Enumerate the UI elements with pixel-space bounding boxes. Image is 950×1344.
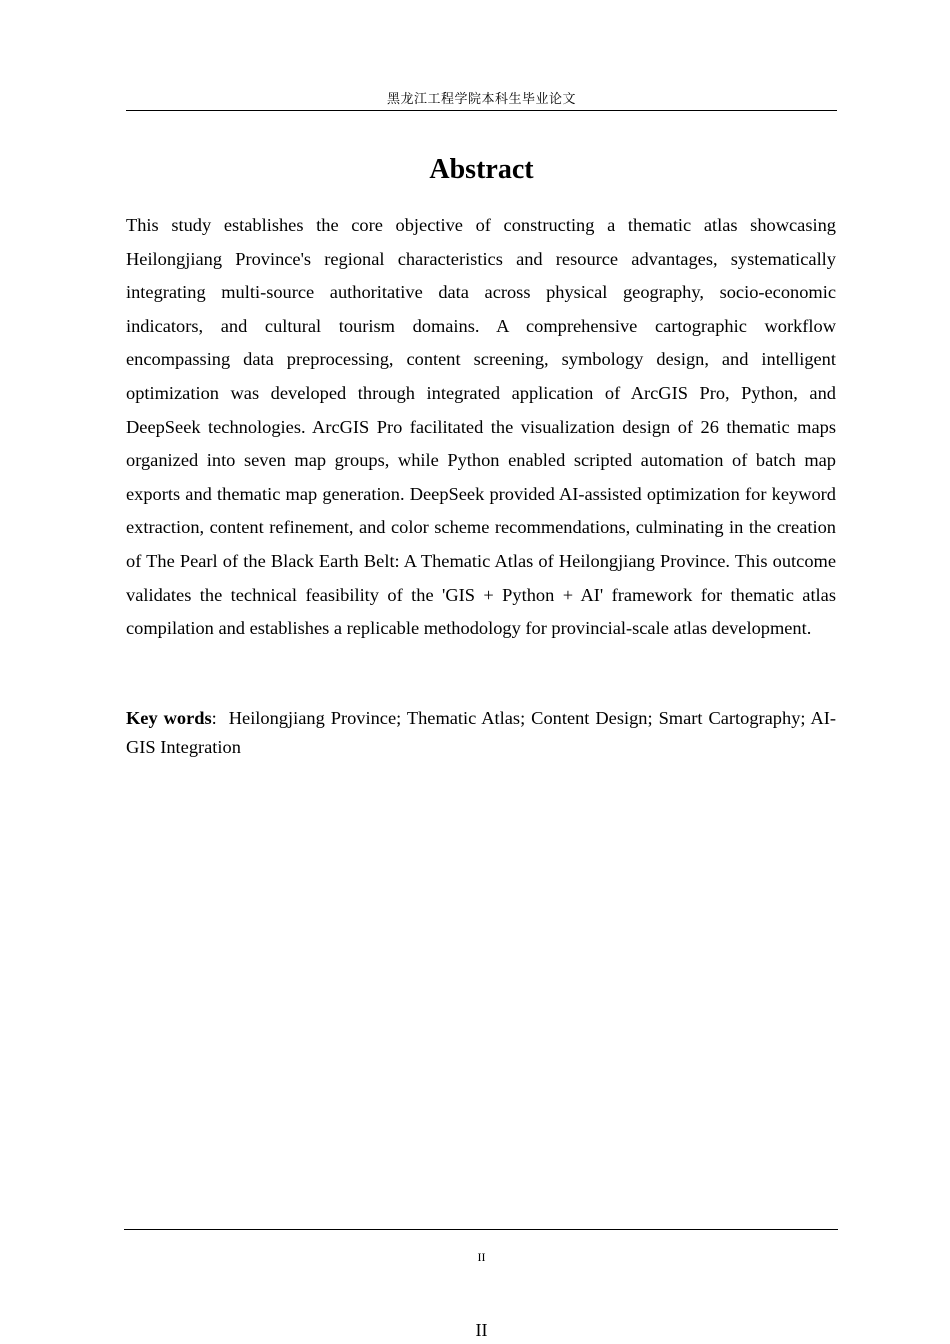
keywords-paragraph (126, 704, 836, 762)
abstract-body: This study establishes the core objective of constructing a thematic atlas showcasing Heilongjiang Province's regional characteristics and resource advantages, systematically integrating multi-source authoritative data across physical geography, socio-economic indicators, and cultural tourism domains. A comprehensive cartographic workflow encompassing data preprocessing, content screening, symbology design, and intelligent optimization was developed through integrated application of ArcGIS Pro, Python, and DeepSeek technologies. ArcGIS Pro facilitated the visualization design of 26 thematic maps organized into seven map groups, while Python enabled scripted automation of batch map exports and thematic map generation. DeepSeek provided AI-assisted optimization for keyword extraction, content refinement, and color scheme recommendations, culminating in the creation of The Pearl of the Black Earth Belt: A Thematic Atlas of Heilongjiang Province. This outcome validates the technical feasibility of the 'GIS + Python + AI' framework for thematic atlas compilation and establishes a replicable methodology for provincial-scale atlas development. (126, 215, 836, 639)
keywords-label: Key words (126, 708, 212, 728)
page-number: II (475, 1320, 488, 1340)
abstract-title: Abstract (429, 154, 534, 185)
running-header: 黑龙江工程学院本科生毕业论文 (386, 92, 576, 107)
footer-divider (124, 1229, 838, 1230)
keywords-separator: : (211, 708, 217, 728)
footer-page-label: II (477, 1250, 486, 1264)
header-divider (126, 110, 837, 111)
keywords-list: Heilongjiang Province; Thematic Atlas; Content Design; Smart Cartography; AI-GIS Integration (126, 708, 836, 757)
